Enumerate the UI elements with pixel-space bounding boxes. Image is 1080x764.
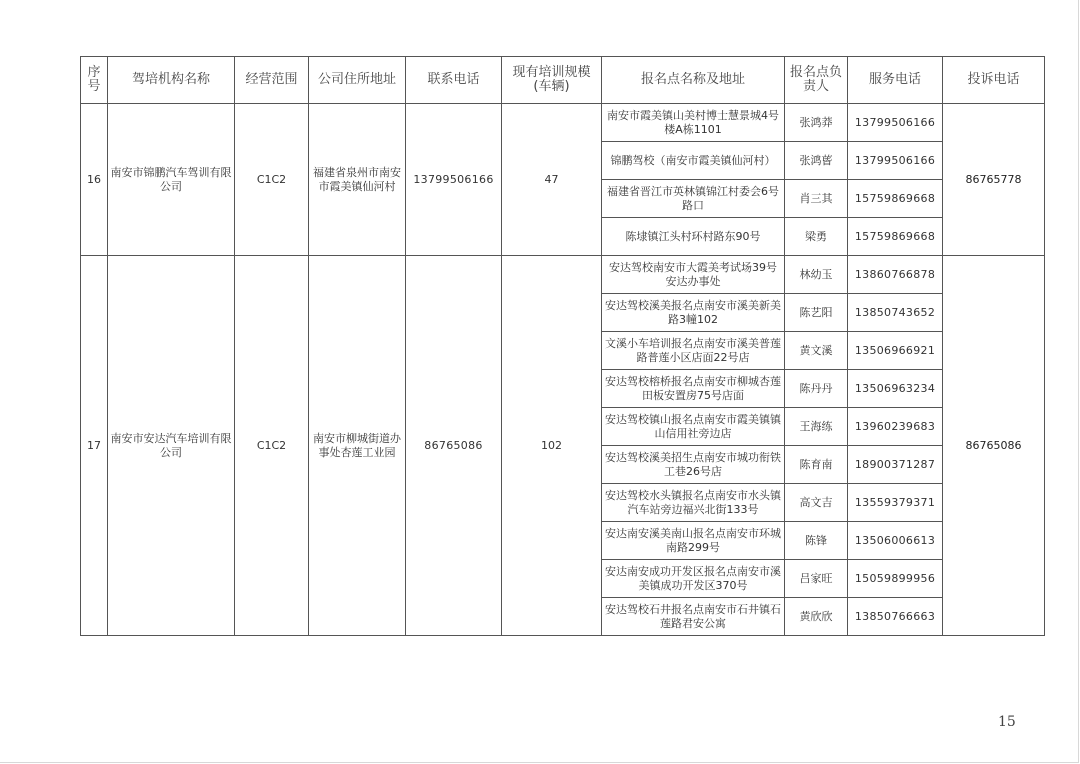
service-phone: 15759869668 [848,218,943,256]
point-manager: 陈育南 [785,446,848,484]
table-row [81,104,1045,142]
service-phone: 15759869668 [848,180,943,218]
enrollment-location: 安达驾校南安市大霞美考试场39号安达办事处 [602,256,785,294]
enrollment-location: 南安市霞美镇山美村博士慧景城4号楼A栋1101 [602,104,785,142]
enrollment-location: 安达驾校镇山报名点南安市霞美镇镇山信用社旁边店 [602,408,785,446]
enrollment-location: 福建省晋江市英林镇锦江村委会6号路口 [602,180,785,218]
enrollment-location: 安达南安成功开发区报名点南安市溪美镇成功开发区370号 [602,560,785,598]
service-phone: 13850743652 [848,294,943,332]
service-phone: 13960239683 [848,408,943,446]
service-phone: 13506963234 [848,370,943,408]
point-manager: 林幼玉 [785,256,848,294]
enrollment-location: 安达驾校溪美报名点南安市溪美新美路3幢102 [602,294,785,332]
point-manager: 梁勇 [785,218,848,256]
enrollment-location: 文溪小车培训报名点南安市溪美普莲路普莲小区店面22号店 [602,332,785,370]
header-complaint-phone: 投诉电话 [943,57,1045,104]
header-point-manager: 报名点负责人 [785,57,848,104]
org-name: 南安市安达汽车培训有限公司 [108,256,235,636]
header-org-name: 驾培机构名称 [108,57,235,104]
header-seq: 序号 [81,57,108,104]
page-number: 15 [998,714,1016,730]
service-phone: 13850766663 [848,598,943,636]
point-manager: 黄欣欣 [785,598,848,636]
header-business-scope: 经营范围 [235,57,309,104]
org-training-scale: 47 [502,104,602,256]
service-phone: 13860766878 [848,256,943,294]
point-manager: 王海练 [785,408,848,446]
org-address: 福建省泉州市南安市霞美镇仙河村 [309,104,406,256]
enrollment-location: 安达南安溪美南山报名点南安市环城南路299号 [602,522,785,560]
point-manager: 张鸿莽 [785,104,848,142]
point-manager: 黄文溪 [785,332,848,370]
org-seq: 16 [81,104,108,256]
org-training-scale: 102 [502,256,602,636]
org-contact-phone: 86765086 [406,256,502,636]
enrollment-location: 陈埭镇江头村环村路东90号 [602,218,785,256]
service-phone: 13506006613 [848,522,943,560]
service-phone: 13559379371 [848,484,943,522]
enrollment-location: 安达驾校石井报名点南安市石井镇石莲路君安公寓 [602,598,785,636]
service-phone: 13799506166 [848,142,943,180]
driving-school-register-table [80,56,1045,636]
org-name: 南安市锦鹏汽车驾训有限公司 [108,104,235,256]
table-header-row [81,57,1045,104]
enrollment-location: 安达驾校水头镇报名点南安市水头镇汽车站旁边福兴北街133号 [602,484,785,522]
header-training-scale: 现有培训规模(车辆) [502,57,602,104]
point-manager: 吕家旺 [785,560,848,598]
point-manager: 陈锋 [785,522,848,560]
point-manager: 肖三其 [785,180,848,218]
header-company-address: 公司住所地址 [309,57,406,104]
service-phone: 15059899956 [848,560,943,598]
header-enrollment-location: 报名点名称及地址 [602,57,785,104]
org-scope: C1C2 [235,256,309,636]
service-phone: 13506966921 [848,332,943,370]
service-phone: 13799506166 [848,104,943,142]
enrollment-location: 锦鹏驾校（南安市霞美镇仙河村） [602,142,785,180]
service-phone: 18900371287 [848,446,943,484]
table-row [81,256,1045,294]
header-contact-phone: 联系电话 [406,57,502,104]
org-seq: 17 [81,256,108,636]
complaint-phone: 86765778 [943,104,1045,256]
complaint-phone: 86765086 [943,256,1045,636]
enrollment-location: 安达驾校溪美招生点南安市城功衔铁工巷26号店 [602,446,785,484]
header-service-phone: 服务电话 [848,57,943,104]
point-manager: 陈艺阳 [785,294,848,332]
point-manager: 高文吉 [785,484,848,522]
org-scope: C1C2 [235,104,309,256]
org-contact-phone: 13799506166 [406,104,502,256]
enrollment-location: 安达驾校榕桥报名点南安市柳城杏莲田板安置房75号店面 [602,370,785,408]
org-address: 南安市柳城街道办事处杏莲工业园 [309,256,406,636]
point-manager: 陈丹丹 [785,370,848,408]
point-manager: 张鸿蒈 [785,142,848,180]
